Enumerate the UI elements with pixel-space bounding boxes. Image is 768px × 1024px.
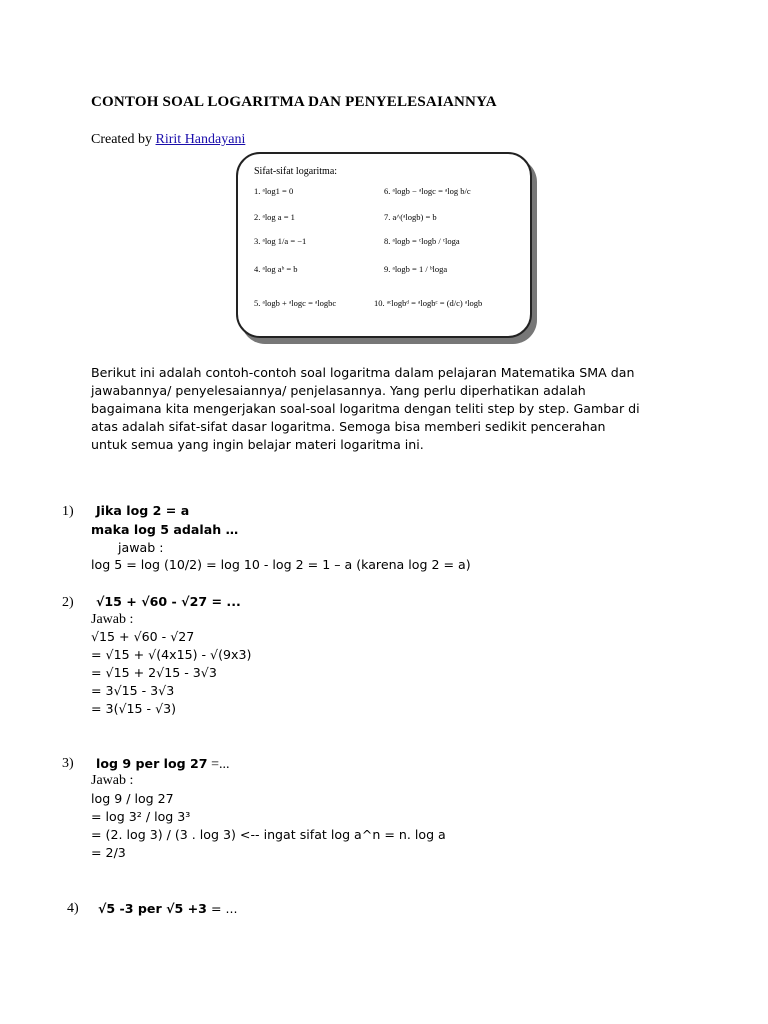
- problem-3-step: = log 3² / log 3³: [91, 809, 191, 824]
- problem-3-question-line: [96, 755, 229, 773]
- rule-6: 6. ᵃlogb − ᵃlogc = ᵃlog b/c: [384, 186, 471, 196]
- page-title: CONTOH SOAL LOGARITMA DAN PENYELESAIANNYA: [91, 94, 497, 110]
- problem-4-number: 4): [67, 901, 79, 916]
- intro-line: untuk semua yang ingin belajar materi logaritma ini.: [91, 437, 424, 452]
- rule-1: 1. ᵃlog1 = 0: [254, 186, 294, 196]
- problem-1-question-cont: maka log 5 adalah …: [91, 522, 239, 537]
- problem-2-step: = 3(√15 - √3): [91, 701, 177, 716]
- problem-3-answer-label: Jawab :: [91, 773, 134, 788]
- problem-3-step: log 9 / log 27: [91, 791, 174, 806]
- problem-3-question: log 9 per log 27: [96, 756, 208, 771]
- rule-10: 10. ᵃᶜlogbᵈ = ᵃlogbᶜ = (d/c) ᵃlogb: [374, 298, 483, 308]
- problem-1-question: Jika log 2 = a: [96, 503, 190, 518]
- problem-3-question-tail: =...: [207, 757, 230, 772]
- credit-prefix: Created by: [91, 132, 156, 147]
- problem-2-step: = √15 + √(4x15) - √(9x3): [91, 647, 252, 662]
- rule-3: 3. ᵃlog 1/a = −1: [254, 236, 307, 246]
- rules-title: Sifat-sifat logaritma:: [254, 166, 338, 177]
- problem-2-step: = √15 + 2√15 - 3√3: [91, 665, 217, 680]
- rule-4: 4. ᵃlog aᵇ = b: [254, 264, 298, 274]
- problem-3-step: = (2. log 3) / (3 . log 3) <-- ingat sifat log a^n = n. log a: [91, 827, 446, 842]
- problem-1-step: log 5 = log (10/2) = log 10 - log 2 = 1 – a (karena log 2 = a): [91, 557, 471, 572]
- rule-8: 8. ᵃlogb = ᶜlogb / ᶜloga: [384, 236, 460, 246]
- problem-2-number: 2): [62, 595, 74, 610]
- problem-4-question: √5 -3 per √5 +3: [98, 901, 207, 916]
- intro-line: bagaimana kita mengerjakan soal-soal logaritma dengan teliti step by step. Gambar di: [91, 401, 640, 416]
- problem-3-number: 3): [62, 756, 74, 771]
- problem-1-answer-label: jawab :: [118, 540, 164, 555]
- logarithm-rules-box: [236, 152, 532, 338]
- rule-5: 5. ᵃlogb + ᵃlogc = ᵃlogbc: [254, 298, 337, 308]
- problem-4-question-tail: = ...: [206, 901, 238, 916]
- problem-3-step: = 2/3: [91, 845, 126, 860]
- intro-line: Berikut ini adalah contoh-contoh soal logaritma dalam pelajaran Matematika SMA dan: [91, 365, 635, 380]
- intro-line: atas adalah sifat-sifat dasar logaritma. Semoga bisa memberi sedikit pencerahan: [91, 419, 606, 434]
- problem-2-answer-label: Jawab :: [91, 612, 134, 627]
- author-credit: [91, 132, 245, 148]
- problem-2-question: √15 + √60 - √27 = ...: [96, 594, 241, 609]
- rule-2: 2. ᵃlog a = 1: [254, 212, 295, 222]
- problem-2-step: = 3√15 - 3√3: [91, 683, 175, 698]
- author-link[interactable]: Ririt Handayani: [155, 132, 246, 147]
- problem-1-number: 1): [62, 504, 74, 519]
- intro-paragraph: [91, 364, 691, 454]
- problem-2-step: √15 + √60 - √27: [91, 629, 195, 644]
- problem-4-question-line: [98, 900, 238, 918]
- rule-7: 7. a^(ᵃlogb) = b: [384, 212, 437, 222]
- intro-line: jawabannya/ penyelesaiannya/ penjelasannya. Yang perlu diperhatikan adalah: [91, 383, 586, 398]
- rule-9: 9. ᵃlogb = 1 / ᵇloga: [384, 264, 448, 274]
